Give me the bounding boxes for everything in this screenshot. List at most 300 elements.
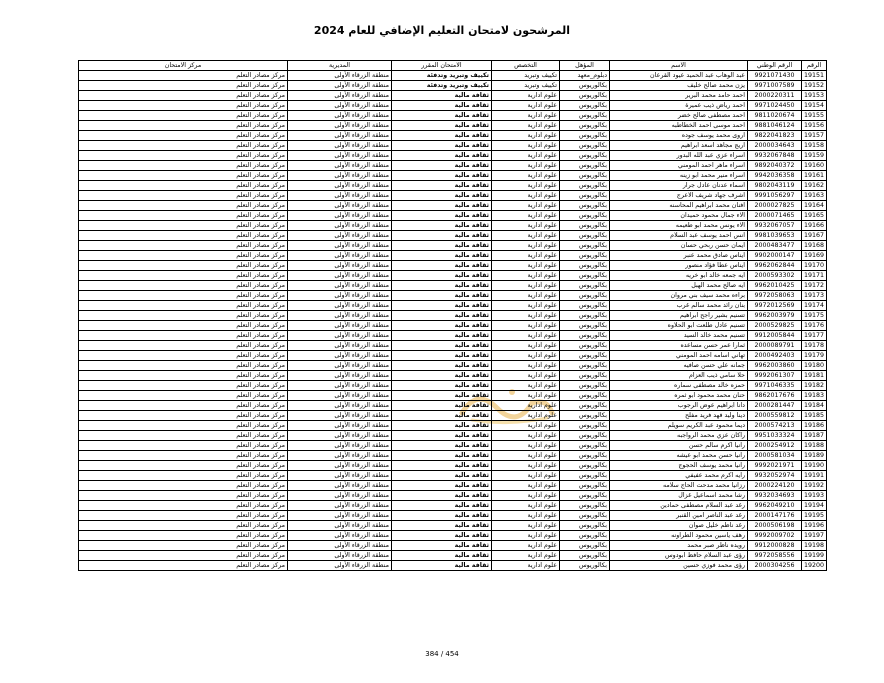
cell-seq: 19170 xyxy=(802,261,827,271)
cell-directorate: منطقة الزرقاء الأولى xyxy=(288,201,392,211)
table-row xyxy=(79,561,827,571)
cell-exam: ثقافة مالية xyxy=(392,431,492,441)
cell-qualification: بكالوريوس xyxy=(560,191,610,201)
cell-exam: ثقافة مالية xyxy=(392,341,492,351)
cell-seq: 19152 xyxy=(802,81,827,91)
cell-exam: ثقافة مالية xyxy=(392,481,492,491)
cell-center: مركز مصادر التعلم xyxy=(79,471,288,481)
cell-specialization: علوم ادارية xyxy=(492,141,560,151)
cell-specialization: علوم ادارية xyxy=(492,521,560,531)
cell-center: مركز مصادر التعلم xyxy=(79,481,288,491)
cell-national-id: 9892040372 xyxy=(748,161,802,171)
cell-seq: 19184 xyxy=(802,401,827,411)
cell-name: الاء يونس محمد ابو طعيمه xyxy=(610,221,748,231)
cell-center: مركز مصادر التعلم xyxy=(79,501,288,511)
cell-seq: 19181 xyxy=(802,371,827,381)
cell-seq: 19169 xyxy=(802,251,827,261)
cell-name: احمد حامد محمد البرير xyxy=(610,91,748,101)
cell-directorate: منطقة الزرقاء الأولى xyxy=(288,71,392,81)
table-row xyxy=(79,441,827,451)
cell-directorate: منطقة الزرقاء الأولى xyxy=(288,541,392,551)
cell-seq: 19153 xyxy=(802,91,827,101)
cell-center: مركز مصادر التعلم xyxy=(79,401,288,411)
cell-seq: 19197 xyxy=(802,531,827,541)
cell-specialization: علوم ادارية xyxy=(492,331,560,341)
cell-qualification: بكالوريوس xyxy=(560,271,610,281)
cell-directorate: منطقة الزرقاء الأولى xyxy=(288,481,392,491)
table-row xyxy=(79,371,827,381)
page-title: المرشحون لامتحان التعليم الإضافي للعام 2024 xyxy=(313,24,571,37)
cell-name: جمانه علي حسن صافيه xyxy=(610,361,748,371)
cell-specialization: علوم ادارية xyxy=(492,101,560,111)
cell-national-id: 2000492403 xyxy=(748,351,802,361)
cell-specialization: علوم ادارية xyxy=(492,551,560,561)
cell-directorate: منطقة الزرقاء الأولى xyxy=(288,331,392,341)
table-row xyxy=(79,241,827,251)
table-row xyxy=(79,251,827,261)
cell-national-id: 9981039653 xyxy=(748,231,802,241)
cell-directorate: منطقة الزرقاء الأولى xyxy=(288,141,392,151)
table-row xyxy=(79,131,827,141)
cell-name: دينا وليد فهد فريد مفلح xyxy=(610,411,748,421)
cell-exam: ثقافة مالية xyxy=(392,291,492,301)
cell-specialization: علوم ادارية xyxy=(492,361,560,371)
cell-national-id: 9802043119 xyxy=(748,181,802,191)
cell-exam: ثقافة مالية xyxy=(392,371,492,381)
cell-seq: 19172 xyxy=(802,281,827,291)
cell-name: يزن محمد صالح خليف xyxy=(610,81,748,91)
cell-seq: 19189 xyxy=(802,451,827,461)
cell-national-id: 9902000147 xyxy=(748,251,802,261)
cell-qualification: بكالوريوس xyxy=(560,391,610,401)
cell-seq: 19154 xyxy=(802,101,827,111)
cell-name: اسراء منير محمد ابو زينه xyxy=(610,171,748,181)
cell-exam: ثقافة مالية xyxy=(392,111,492,121)
cell-qualification: بكالوريوس xyxy=(560,201,610,211)
cell-center: مركز مصادر التعلم xyxy=(79,341,288,351)
cell-name: احمد رياض ذيب عميرة xyxy=(610,101,748,111)
cell-name: عبد الوهاب عبد الحميد عيود القرعان xyxy=(610,71,748,81)
cell-seq: 19193 xyxy=(802,491,827,501)
cell-national-id: 9962062844 xyxy=(748,261,802,271)
cell-national-id: 9971007589 xyxy=(748,81,802,91)
cell-center: مركز مصادر التعلم xyxy=(79,151,288,161)
table-row xyxy=(79,501,827,511)
cell-exam: ثقافة مالية xyxy=(392,531,492,541)
cell-qualification: بكالوريوس xyxy=(560,161,610,171)
cell-center: مركز مصادر التعلم xyxy=(79,351,288,361)
cell-seq: 19185 xyxy=(802,411,827,421)
table-row xyxy=(79,261,827,271)
cell-directorate: منطقة الزرقاء الأولى xyxy=(288,251,392,261)
cell-exam: ثقافة مالية xyxy=(392,241,492,251)
cell-center: مركز مصادر التعلم xyxy=(79,381,288,391)
cell-center: مركز مصادر التعلم xyxy=(79,411,288,421)
cell-name: رغد ناظم خليل صوان xyxy=(610,521,748,531)
cell-directorate: منطقة الزرقاء الأولى xyxy=(288,81,392,91)
cell-specialization: علوم ادارية xyxy=(492,121,560,131)
cell-name: اسراء عزي عبد الله البدور xyxy=(610,151,748,161)
cell-qualification: بكالوريوس xyxy=(560,91,610,101)
cell-name: احمد موسى احمد الخطاطبه xyxy=(610,121,748,131)
cell-qualification: بكالوريوس xyxy=(560,331,610,341)
cell-national-id: 2000574213 xyxy=(748,421,802,431)
cell-exam: ثقافة مالية xyxy=(392,271,492,281)
cell-name: راكان عزي محمد الرواجبه xyxy=(610,431,748,441)
cell-specialization: علوم ادارية xyxy=(492,371,560,381)
table-row xyxy=(79,421,827,431)
cell-specialization: علوم ادارية xyxy=(492,391,560,401)
cell-center: مركز مصادر التعلم xyxy=(79,251,288,261)
cell-name: دانا ابراهيم عوض الرجوب xyxy=(610,401,748,411)
cell-exam: ثقافة مالية xyxy=(392,471,492,481)
cell-qualification: بكالوريوس xyxy=(560,111,610,121)
table-row xyxy=(79,381,827,391)
cell-national-id: 2000034643 xyxy=(748,141,802,151)
cell-qualification: بكالوريوس xyxy=(560,521,610,531)
cell-directorate: منطقة الزرقاء الأولى xyxy=(288,341,392,351)
table-row xyxy=(79,481,827,491)
cell-national-id: 9921071430 xyxy=(748,71,802,81)
cell-center: مركز مصادر التعلم xyxy=(79,551,288,561)
cell-directorate: منطقة الزرقاء الأولى xyxy=(288,151,392,161)
cell-national-id: 2000593302 xyxy=(748,271,802,281)
cell-qualification: بكالوريوس xyxy=(560,221,610,231)
cell-specialization: علوم ادارية xyxy=(492,291,560,301)
cell-directorate: منطقة الزرقاء الأولى xyxy=(288,161,392,171)
cell-exam: تكييف وتبريد وتدفئة xyxy=(392,81,492,91)
cell-directorate: منطقة الزرقاء الأولى xyxy=(288,461,392,471)
cell-name: رهف ياسين محمود الطراونه xyxy=(610,531,748,541)
cell-seq: 19151 xyxy=(802,71,827,81)
table-row xyxy=(79,81,827,91)
cell-center: مركز مصادر التعلم xyxy=(79,371,288,381)
cell-center: مركز مصادر التعلم xyxy=(79,391,288,401)
cell-qualification: بكالوريوس xyxy=(560,361,610,371)
cell-directorate: منطقة الزرقاء الأولى xyxy=(288,401,392,411)
cell-directorate: منطقة الزرقاء الأولى xyxy=(288,501,392,511)
cell-name: رؤى عبد السلام حافظ ابودوس xyxy=(610,551,748,561)
cell-qualification: بكالوريوس xyxy=(560,251,610,261)
cell-center: مركز مصادر التعلم xyxy=(79,81,288,91)
cell-center: مركز مصادر التعلم xyxy=(79,211,288,221)
cell-national-id: 2000529825 xyxy=(748,321,802,331)
cell-name: حمزه خالد مصطفى سماره xyxy=(610,381,748,391)
cell-seq: 19178 xyxy=(802,341,827,351)
cell-exam: ثقافة مالية xyxy=(392,501,492,511)
cell-name: ديما محمود عبد الكريم سويلم xyxy=(610,421,748,431)
cell-exam: ثقافة مالية xyxy=(392,181,492,191)
table-row xyxy=(79,401,827,411)
cell-directorate: منطقة الزرقاء الأولى xyxy=(288,531,392,541)
table-row xyxy=(79,531,827,541)
table-row xyxy=(79,341,827,351)
cell-name: تسنيم محمد خالد السيد xyxy=(610,331,748,341)
table-row xyxy=(79,71,827,81)
cell-exam: ثقافة مالية xyxy=(392,301,492,311)
table-row xyxy=(79,221,827,231)
cell-name: حلا سامي ذيب العزام xyxy=(610,371,748,381)
cell-exam: ثقافة مالية xyxy=(392,251,492,261)
table-row xyxy=(79,431,827,441)
table-row xyxy=(79,111,827,121)
cell-qualification: بكالوريوس xyxy=(560,561,610,571)
cell-national-id: 9971024450 xyxy=(748,101,802,111)
cell-qualification: بكالوريوس xyxy=(560,501,610,511)
cell-qualification: بكالوريوس xyxy=(560,281,610,291)
cell-name: براءه محمد سيف بني مروان xyxy=(610,291,748,301)
cell-qualification: بكالوريوس xyxy=(560,321,610,331)
table-row xyxy=(79,201,827,211)
cell-center: مركز مصادر التعلم xyxy=(79,461,288,471)
table-row xyxy=(79,391,827,401)
cell-seq: 19163 xyxy=(802,191,827,201)
cell-seq: 19182 xyxy=(802,381,827,391)
cell-exam: ثقافة مالية xyxy=(392,281,492,291)
cell-national-id: 2000220311 xyxy=(748,91,802,101)
table-row xyxy=(79,311,827,321)
cell-specialization: علوم ادارية xyxy=(492,451,560,461)
cell-center: مركز مصادر التعلم xyxy=(79,331,288,341)
table-row xyxy=(79,211,827,221)
cell-exam: ثقافة مالية xyxy=(392,141,492,151)
cell-seq: 19175 xyxy=(802,311,827,321)
cell-seq: 19194 xyxy=(802,501,827,511)
cell-center: مركز مصادر التعلم xyxy=(79,201,288,211)
cell-directorate: منطقة الزرقاء الأولى xyxy=(288,121,392,131)
cell-directorate: منطقة الزرقاء الأولى xyxy=(288,411,392,421)
cell-qualification: دبلوم_معهد xyxy=(560,71,610,81)
cell-seq: 19168 xyxy=(802,241,827,251)
cell-directorate: منطقة الزرقاء الأولى xyxy=(288,261,392,271)
cell-specialization: علوم ادارية xyxy=(492,351,560,361)
cell-exam: ثقافة مالية xyxy=(392,101,492,111)
cell-exam: ثقافة مالية xyxy=(392,201,492,211)
cell-exam: ثقافة مالية xyxy=(392,551,492,561)
page-number: 384 / 454 xyxy=(425,650,459,658)
header-center: مركز الامتحان xyxy=(79,61,288,71)
cell-name: رايه اكرم محمد عفيفي xyxy=(610,471,748,481)
table-row xyxy=(79,321,827,331)
cell-qualification: بكالوريوس xyxy=(560,151,610,161)
cell-qualification: بكالوريوس xyxy=(560,421,610,431)
cell-national-id: 2000304256 xyxy=(748,561,802,571)
cell-specialization: علوم ادارية xyxy=(492,381,560,391)
cell-directorate: منطقة الزرقاء الأولى xyxy=(288,551,392,561)
cell-directorate: منطقة الزرقاء الأولى xyxy=(288,361,392,371)
cell-directorate: منطقة الزرقاء الأولى xyxy=(288,291,392,301)
cell-specialization: علوم ادارية xyxy=(492,211,560,221)
table-row xyxy=(79,491,827,501)
cell-directorate: منطقة الزرقاء الأولى xyxy=(288,351,392,361)
cell-exam: ثقافة مالية xyxy=(392,351,492,361)
cell-center: مركز مصادر التعلم xyxy=(79,131,288,141)
cell-specialization: تكييف وتبريد xyxy=(492,71,560,81)
cell-seq: 19183 xyxy=(802,391,827,401)
cell-national-id: 9991056297 xyxy=(748,191,802,201)
cell-name: رويده ناظر صبر محمد xyxy=(610,541,748,551)
cell-seq: 19157 xyxy=(802,131,827,141)
cell-name: ايمان حسن ربحي حسان xyxy=(610,241,748,251)
cell-name: رزانيا محمد مدحت الحاج سلامه xyxy=(610,481,748,491)
cell-exam: ثقافة مالية xyxy=(392,421,492,431)
cell-qualification: بكالوريوس xyxy=(560,351,610,361)
table-row xyxy=(79,471,827,481)
cell-center: مركز مصادر التعلم xyxy=(79,541,288,551)
cell-qualification: بكالوريوس xyxy=(560,81,610,91)
cell-specialization: علوم ادارية xyxy=(492,341,560,351)
cell-qualification: بكالوريوس xyxy=(560,491,610,501)
cell-seq: 19188 xyxy=(802,441,827,451)
cell-directorate: منطقة الزرقاء الأولى xyxy=(288,441,392,451)
cell-national-id: 9992009702 xyxy=(748,531,802,541)
cell-center: مركز مصادر التعلم xyxy=(79,451,288,461)
cell-national-id: 9972012569 xyxy=(748,301,802,311)
cell-name: حنان محمد محمود ابو ثمره xyxy=(610,391,748,401)
table-row xyxy=(79,461,827,471)
cell-national-id: 9972058556 xyxy=(748,551,802,561)
cell-seq: 19156 xyxy=(802,121,827,131)
cell-name: بنان رائد محمد سالم غرب xyxy=(610,301,748,311)
cell-name: رؤى محمد فوزي حسين xyxy=(610,561,748,571)
cell-seq: 19192 xyxy=(802,481,827,491)
cell-exam: ثقافة مالية xyxy=(392,121,492,131)
cell-national-id: 9881046124 xyxy=(748,121,802,131)
cell-center: مركز مصادر التعلم xyxy=(79,321,288,331)
cell-center: مركز مصادر التعلم xyxy=(79,261,288,271)
cell-name: ثمارا عمر حسن مساعده xyxy=(610,341,748,351)
cell-directorate: منطقة الزرقاء الأولى xyxy=(288,381,392,391)
cell-national-id: 9932052974 xyxy=(748,471,802,481)
cell-directorate: منطقة الزرقاء الأولى xyxy=(288,101,392,111)
table-row xyxy=(79,361,827,371)
cell-specialization: علوم ادارية xyxy=(492,311,560,321)
cell-qualification: بكالوريوس xyxy=(560,171,610,181)
header-qualification: المؤهل xyxy=(560,61,610,71)
cell-qualification: بكالوريوس xyxy=(560,551,610,561)
cell-specialization: علوم ادارية xyxy=(492,481,560,491)
cell-center: مركز مصادر التعلم xyxy=(79,491,288,501)
cell-directorate: منطقة الزرقاء الأولى xyxy=(288,271,392,281)
header-national-id: الرقم الوطني xyxy=(748,61,802,71)
table-row xyxy=(79,191,827,201)
cell-national-id: 9942036358 xyxy=(748,171,802,181)
cell-specialization: علوم ادارية xyxy=(492,461,560,471)
cell-directorate: منطقة الزرقاء الأولى xyxy=(288,491,392,501)
cell-exam: ثقافة مالية xyxy=(392,331,492,341)
cell-qualification: بكالوريوس xyxy=(560,451,610,461)
cell-center: مركز مصادر التعلم xyxy=(79,221,288,231)
cell-exam: ثقافة مالية xyxy=(392,521,492,531)
table-row xyxy=(79,291,827,301)
cell-name: افنان محمد ابراهيم المحاسنه xyxy=(610,201,748,211)
table-row xyxy=(79,551,827,561)
cell-national-id: 9932067848 xyxy=(748,151,802,161)
cell-name: الاء جمال محمود حميدان xyxy=(610,211,748,221)
cell-qualification: بكالوريوس xyxy=(560,311,610,321)
cell-exam: ثقافة مالية xyxy=(392,161,492,171)
cell-national-id: 9822041823 xyxy=(748,131,802,141)
cell-qualification: بكالوريوس xyxy=(560,121,610,131)
cell-seq: 19173 xyxy=(802,291,827,301)
cell-national-id: 9972058063 xyxy=(748,291,802,301)
cell-specialization: علوم ادارية xyxy=(492,561,560,571)
cell-national-id: 2000559812 xyxy=(748,411,802,421)
cell-name: رانيا محمد يوسف الحجوج xyxy=(610,461,748,471)
cell-exam: ثقافة مالية xyxy=(392,401,492,411)
cell-specialization: تكييف وتبريد xyxy=(492,81,560,91)
cell-name: ايناس صادق محمد عنبر xyxy=(610,251,748,261)
cell-specialization: علوم ادارية xyxy=(492,201,560,211)
cell-exam: ثقافة مالية xyxy=(392,491,492,501)
cell-name: احمد مصطفى صالح خضر xyxy=(610,111,748,121)
cell-center: مركز مصادر التعلم xyxy=(79,301,288,311)
table-row xyxy=(79,151,827,161)
cell-exam: ثقافة مالية xyxy=(392,511,492,521)
header-specialization: التخصص xyxy=(492,61,560,71)
cell-center: مركز مصادر التعلم xyxy=(79,141,288,151)
cell-qualification: بكالوريوس xyxy=(560,381,610,391)
table-row xyxy=(79,171,827,181)
cell-specialization: علوم ادارية xyxy=(492,541,560,551)
cell-qualification: بكالوريوس xyxy=(560,231,610,241)
cell-exam: ثقافة مالية xyxy=(392,361,492,371)
cell-name: اسراء ماهر احمد المومني xyxy=(610,161,748,171)
cell-center: مركز مصادر التعلم xyxy=(79,231,288,241)
cell-qualification: بكالوريوس xyxy=(560,101,610,111)
cell-name: اروى محمد يوسف جوده xyxy=(610,131,748,141)
cell-national-id: 9971046335 xyxy=(748,381,802,391)
cell-national-id: 2000071465 xyxy=(748,211,802,221)
cell-qualification: بكالوريوس xyxy=(560,531,610,541)
cell-specialization: علوم ادارية xyxy=(492,281,560,291)
cell-exam: ثقافة مالية xyxy=(392,411,492,421)
cell-center: مركز مصادر التعلم xyxy=(79,421,288,431)
cell-center: مركز مصادر التعلم xyxy=(79,111,288,121)
cell-directorate: منطقة الزرقاء الأولى xyxy=(288,181,392,191)
cell-seq: 19158 xyxy=(802,141,827,151)
cell-directorate: منطقة الزرقاء الأولى xyxy=(288,281,392,291)
cell-national-id: 2000027825 xyxy=(748,201,802,211)
cell-specialization: علوم ادارية xyxy=(492,221,560,231)
cell-seq: 19166 xyxy=(802,221,827,231)
table-row xyxy=(79,411,827,421)
cell-center: مركز مصادر التعلم xyxy=(79,521,288,531)
cell-national-id: 2000506198 xyxy=(748,521,802,531)
cell-qualification: بكالوريوس xyxy=(560,291,610,301)
cell-directorate: منطقة الزرقاء الأولى xyxy=(288,91,392,101)
cell-seq: 19177 xyxy=(802,331,827,341)
cell-specialization: علوم ادارية xyxy=(492,321,560,331)
table-row xyxy=(79,91,827,101)
cell-qualification: بكالوريوس xyxy=(560,141,610,151)
cell-directorate: منطقة الزرقاء الأولى xyxy=(288,471,392,481)
cell-qualification: بكالوريوس xyxy=(560,511,610,521)
cell-name: رانيا اكرم سالم حسن xyxy=(610,441,748,451)
cell-exam: ثقافة مالية xyxy=(392,451,492,461)
cell-center: مركز مصادر التعلم xyxy=(79,291,288,301)
cell-exam: ثقافة مالية xyxy=(392,91,492,101)
cell-specialization: علوم ادارية xyxy=(492,91,560,101)
table-row xyxy=(79,511,827,521)
cell-specialization: علوم ادارية xyxy=(492,231,560,241)
cell-directorate: منطقة الزرقاء الأولى xyxy=(288,231,392,241)
table-row xyxy=(79,141,827,151)
cell-specialization: علوم ادارية xyxy=(492,501,560,511)
cell-national-id: 9951033324 xyxy=(748,431,802,441)
cell-seq: 19198 xyxy=(802,541,827,551)
cell-national-id: 2000254912 xyxy=(748,441,802,451)
